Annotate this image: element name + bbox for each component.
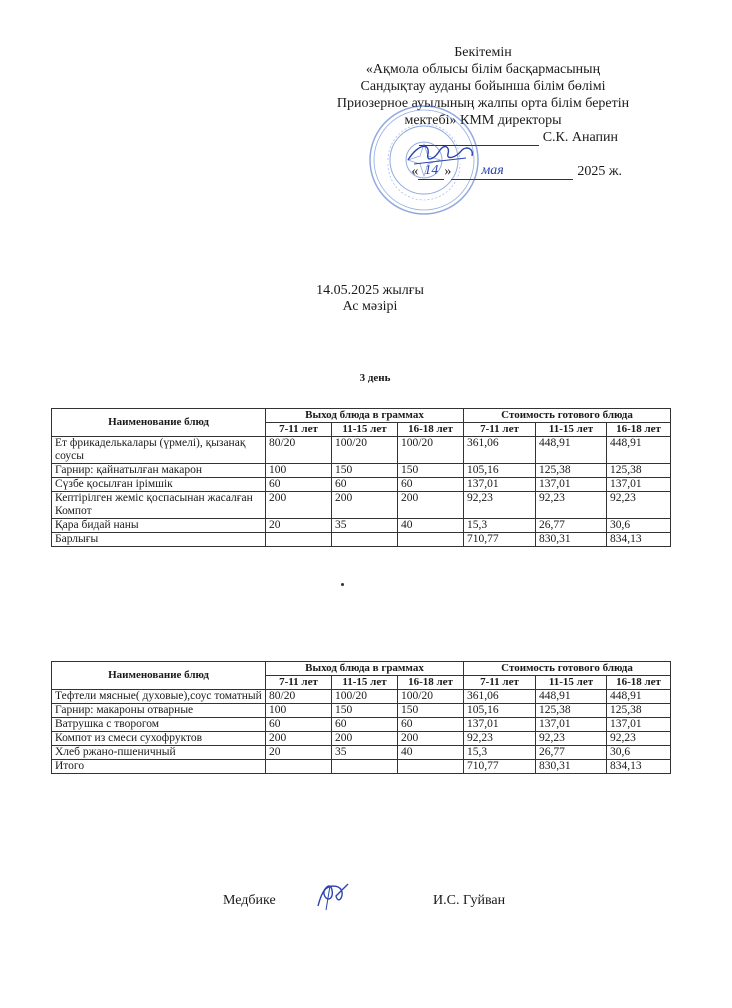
value-cell: 100/20 (398, 437, 464, 464)
value-cell: 60 (398, 718, 464, 732)
value-cell: 448,91 (607, 690, 671, 704)
nurse-signature (312, 876, 354, 912)
header-age: 11-15 лет (332, 423, 398, 437)
value-cell: 100/20 (332, 690, 398, 704)
value-cell: 20 (266, 746, 332, 760)
nurse-role: Медбике (223, 893, 276, 908)
table-row (52, 492, 671, 519)
value-cell (398, 533, 464, 547)
header-dish: Наименование блюд (52, 662, 266, 690)
value-cell: 834,13 (607, 533, 671, 547)
dish-name-cell: Тефтели мясные( духовые),соус томатный (52, 690, 266, 704)
value-cell: 710,77 (464, 760, 536, 774)
table-row (52, 533, 671, 547)
header-age: 7-11 лет (464, 676, 536, 690)
value-cell: 60 (332, 718, 398, 732)
value-cell: 830,31 (536, 533, 607, 547)
value-cell: 40 (398, 519, 464, 533)
approval-title: Бекітемін (454, 45, 512, 60)
value-cell: 150 (398, 704, 464, 718)
value-cell: 92,23 (607, 492, 671, 519)
value-cell: 150 (398, 464, 464, 478)
value-cell: 834,13 (607, 760, 671, 774)
value-cell: 200 (398, 492, 464, 519)
dish-name-cell: Компот из смеси сухофруктов (52, 732, 266, 746)
header-cost: Стоимость готового блюда (464, 409, 671, 423)
value-cell: 448,91 (607, 437, 671, 464)
table-row (52, 690, 671, 704)
value-cell: 137,01 (536, 718, 607, 732)
value-cell: 448,91 (536, 437, 607, 464)
header-age: 16-18 лет (607, 423, 671, 437)
value-cell: 15,3 (464, 746, 536, 760)
date-quote-open: « (411, 164, 419, 179)
dish-name-cell: Сүзбе қосылған ірімшік (52, 478, 266, 492)
value-cell: 92,23 (464, 492, 536, 519)
header-output: Выход блюда в граммах (266, 409, 464, 423)
value-cell: 448,91 (536, 690, 607, 704)
approval-org-line-2: Сандықтау ауданы бойынша білім бөлімі (360, 79, 606, 94)
value-cell: 105,16 (464, 704, 536, 718)
value-cell: 26,77 (536, 746, 607, 760)
menu-heading (290, 283, 450, 315)
value-cell: 35 (332, 519, 398, 533)
value-cell: 200 (398, 732, 464, 746)
dish-name-cell: Барлығы (52, 533, 266, 547)
value-cell: 200 (332, 492, 398, 519)
date-quote-close: » (444, 164, 452, 179)
value-cell: 92,23 (536, 732, 607, 746)
value-cell: 105,16 (464, 464, 536, 478)
value-cell: 60 (266, 718, 332, 732)
day-label: 3 день (359, 372, 391, 384)
value-cell: 125,38 (536, 704, 607, 718)
value-cell (332, 760, 398, 774)
menu-table-ru (51, 661, 671, 774)
table-row (52, 464, 671, 478)
approval-position: мектебі» КММ директоры (404, 113, 562, 128)
director-name: С.К. Анапин (542, 130, 618, 145)
table-row (52, 718, 671, 732)
date-year: 2025 ж. (577, 164, 622, 179)
approval-org-line-3: Приозерное ауылының жалпы орта білім беретін (336, 96, 630, 111)
value-cell: 26,77 (536, 519, 607, 533)
header-output: Выход блюда в граммах (266, 662, 464, 676)
value-cell: 137,01 (536, 478, 607, 492)
value-cell: 80/20 (266, 437, 332, 464)
value-cell: 200 (266, 492, 332, 519)
table-header-row (52, 409, 671, 423)
date-month: мая (451, 162, 573, 180)
value-cell: 30,6 (607, 519, 671, 533)
value-cell: 830,31 (536, 760, 607, 774)
header-age: 16-18 лет (607, 676, 671, 690)
header-age: 16-18 лет (398, 676, 464, 690)
approval-org-line-1: «Ақмола облысы білім басқармасының (365, 62, 601, 77)
value-cell: 200 (266, 732, 332, 746)
header-age: 16-18 лет (398, 423, 464, 437)
header-age: 7-11 лет (464, 423, 536, 437)
value-cell: 92,23 (607, 732, 671, 746)
table-row (52, 519, 671, 533)
value-cell (332, 533, 398, 547)
value-cell: 137,01 (607, 478, 671, 492)
value-cell: 100 (266, 464, 332, 478)
dish-name-cell: Гарнир: қайнатылған макарон (52, 464, 266, 478)
value-cell: 92,23 (536, 492, 607, 519)
value-cell (266, 533, 332, 547)
value-cell: 150 (332, 464, 398, 478)
value-cell: 137,01 (464, 478, 536, 492)
dish-name-cell: Гарнир: макароны отварные (52, 704, 266, 718)
value-cell: 20 (266, 519, 332, 533)
value-cell: 361,06 (464, 437, 536, 464)
header-age: 7-11 лет (266, 423, 332, 437)
dish-name-cell: Ет фрикаделькалары (үрмелі), қызанақ соусы (52, 437, 266, 464)
header-age: 7-11 лет (266, 676, 332, 690)
value-cell: 100 (266, 704, 332, 718)
value-cell: 60 (398, 478, 464, 492)
value-cell: 60 (332, 478, 398, 492)
dish-name-cell: Қара бидай наны (52, 519, 266, 533)
value-cell: 40 (398, 746, 464, 760)
value-cell: 125,38 (607, 704, 671, 718)
header-age: 11-15 лет (536, 423, 607, 437)
value-cell: 150 (332, 704, 398, 718)
value-cell: 710,77 (464, 533, 536, 547)
stray-dot (341, 583, 344, 586)
value-cell: 30,6 (607, 746, 671, 760)
value-cell: 125,38 (607, 464, 671, 478)
value-cell: 80/20 (266, 690, 332, 704)
header-age: 11-15 лет (332, 676, 398, 690)
table-row (52, 732, 671, 746)
value-cell: 137,01 (464, 718, 536, 732)
value-cell: 100/20 (398, 690, 464, 704)
table-row (52, 704, 671, 718)
value-cell: 92,23 (464, 732, 536, 746)
menu-title: Ас мәзірі (342, 299, 398, 314)
value-cell: 137,01 (607, 718, 671, 732)
table-row (52, 760, 671, 774)
value-cell: 60 (266, 478, 332, 492)
table-row (52, 478, 671, 492)
dish-name-cell: Хлеб ржано-пшеничный (52, 746, 266, 760)
value-cell: 100/20 (332, 437, 398, 464)
dish-name-cell: Кептірілген жеміс қоспасынан жасалған Компот (52, 492, 266, 519)
value-cell: 35 (332, 746, 398, 760)
value-cell: 361,06 (464, 690, 536, 704)
dish-name-cell: Ватрушка с творогом (52, 718, 266, 732)
value-cell: 15,3 (464, 519, 536, 533)
menu-table-kz (51, 408, 671, 547)
table-row (52, 746, 671, 760)
value-cell: 125,38 (536, 464, 607, 478)
value-cell: 200 (332, 732, 398, 746)
table-header-row (52, 662, 671, 676)
header-dish: Наименование блюд (52, 409, 266, 437)
header-age: 11-15 лет (536, 676, 607, 690)
table-row (52, 437, 671, 464)
value-cell (398, 760, 464, 774)
dish-name-cell: Итого (52, 760, 266, 774)
header-cost: Стоимость готового блюда (464, 662, 671, 676)
nurse-name: И.С. Гуйван (433, 893, 506, 908)
date-day: 14 (418, 162, 444, 180)
value-cell (266, 760, 332, 774)
director-signature (404, 138, 478, 168)
menu-date: 14.05.2025 жылғы (316, 283, 424, 298)
